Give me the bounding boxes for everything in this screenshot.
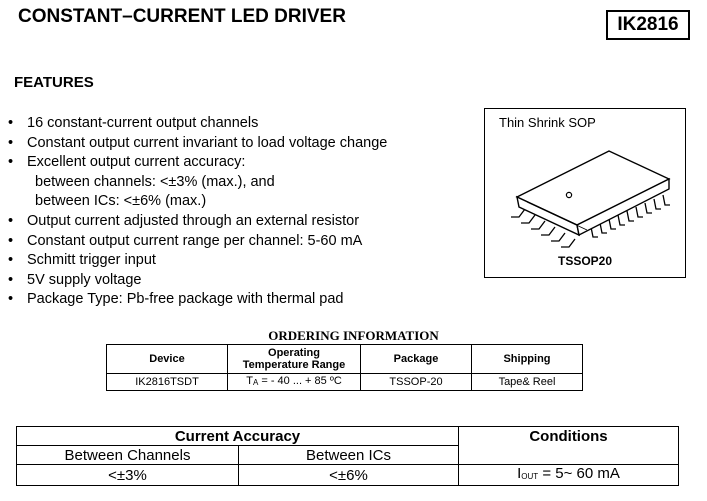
- bullet-icon: •: [8, 154, 14, 171]
- part-number-box: IK2816: [606, 10, 690, 40]
- list-item: • Output current adjusted through an external resistor: [8, 212, 387, 232]
- bullet-icon: •: [8, 134, 14, 151]
- features-heading: FEATURES: [14, 74, 94, 91]
- list-item: • Package Type: Pb-free package with thermal pad: [8, 290, 387, 310]
- page-title: CONSTANT–CURRENT LED DRIVER: [18, 6, 346, 27]
- features-list: [8, 114, 387, 310]
- package-figure: [484, 108, 686, 278]
- header-shipping: Shipping: [472, 345, 583, 374]
- cell-device: IK2816TSDT: [107, 374, 228, 391]
- table-row: [107, 374, 583, 391]
- header-device: Device: [107, 345, 228, 374]
- col-between-channels: Between Channels: [17, 446, 239, 465]
- package-label: Thin Shrink SOP: [499, 115, 596, 130]
- col-between-ics: Between ICs: [239, 446, 459, 465]
- bullet-icon: •: [8, 271, 14, 288]
- bullet-icon: •: [8, 232, 14, 249]
- bullet-icon: •: [8, 252, 14, 269]
- list-item: • 5V supply voltage: [8, 271, 387, 291]
- list-item: • Constant output current range per channel: 5-60 mA: [8, 232, 387, 252]
- list-subitem: between ICs: <±6% (max.): [35, 193, 207, 210]
- cell-temperature: $T_A$ = - 40 ... + 85 ºC: [228, 374, 361, 391]
- val-between-channels: <±3%: [17, 465, 239, 486]
- bullet-icon: •: [8, 291, 14, 308]
- table-header-row: [107, 345, 583, 374]
- ordering-table: [106, 344, 583, 391]
- header-conditions: Conditions: [459, 427, 679, 465]
- cell-package: TSSOP-20: [361, 374, 472, 391]
- bullet-icon: •: [8, 212, 14, 229]
- accuracy-table: [16, 426, 679, 486]
- header-current-accuracy: Current Accuracy: [17, 427, 459, 446]
- list-subitem: between channels: <±3% (max.), and: [35, 173, 275, 190]
- val-conditions: $I_{OUT}$ = 5~ 60 mA: [459, 465, 679, 486]
- list-item: • Schmitt trigger input: [8, 251, 387, 271]
- header-package: Package: [361, 345, 472, 374]
- val-between-ics: <±6%: [239, 465, 459, 486]
- table-row: [17, 465, 679, 486]
- list-item: • Constant output current invariant to load voltage change: [8, 134, 387, 154]
- chip-package-icon: [499, 139, 674, 249]
- cell-shipping: Tape& Reel: [472, 374, 583, 391]
- list-item: • 16 constant-current output channels: [8, 114, 387, 134]
- table-header-row: [17, 427, 679, 446]
- header-temperature: Operating Temperature Range: [228, 345, 361, 374]
- ordering-heading: ORDERING INFORMATION: [268, 328, 439, 343]
- package-name: TSSOP20: [557, 254, 613, 268]
- list-item: • Excellent output current accuracy:: [8, 153, 387, 173]
- bullet-icon: •: [8, 115, 14, 131]
